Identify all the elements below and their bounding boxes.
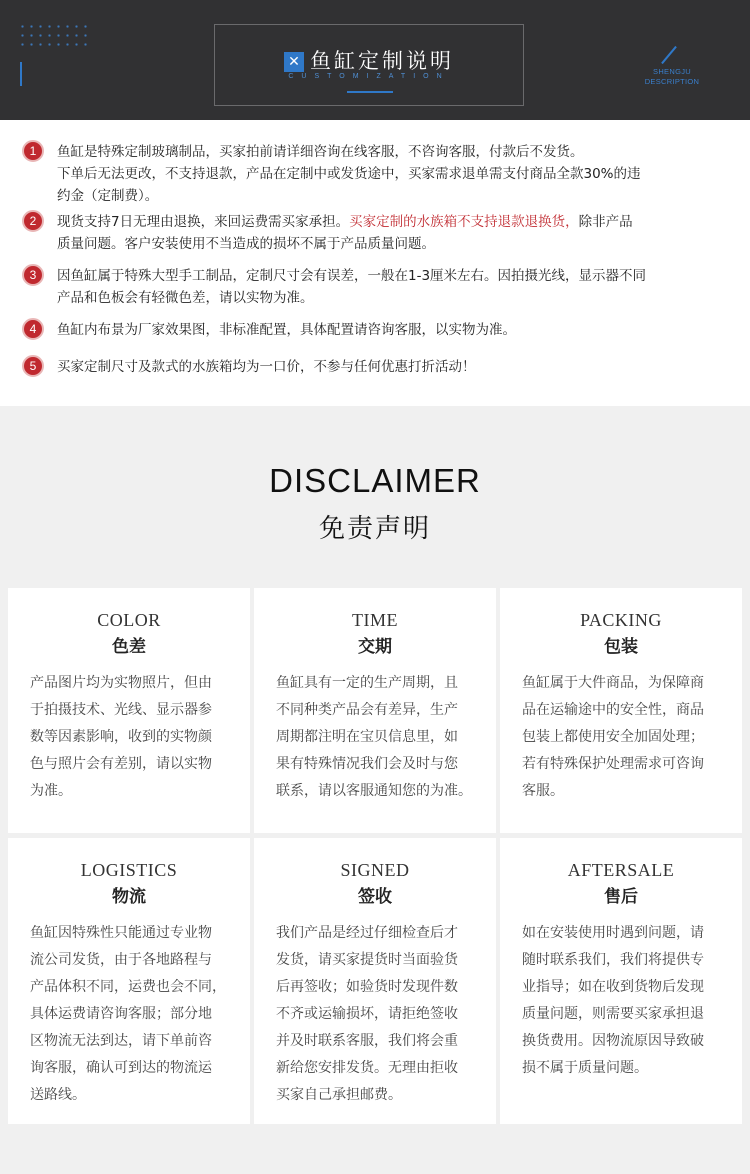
notice-line: 鱼缸内布景为厂家效果图，非标准配置，具体配置请咨询客服，以实物为准。 bbox=[57, 322, 516, 338]
card-line: 不同种类产品会有差异，生产 bbox=[276, 702, 458, 718]
card-logistics bbox=[8, 838, 250, 1124]
brand-tag bbox=[630, 40, 714, 90]
notice-line: 产品和色板会有轻微色差，请以实物为准。 bbox=[57, 290, 314, 306]
card-aftersale bbox=[500, 838, 742, 1124]
card-line: 买家自己承担邮费。 bbox=[276, 1087, 402, 1103]
notice-text bbox=[57, 265, 727, 309]
disclaimer-section bbox=[0, 406, 750, 1174]
card-line: 具体运费请咨询客服；部分地 bbox=[30, 1006, 212, 1022]
card-line: 为准。 bbox=[30, 783, 72, 799]
notice-warning-text: 买家定制的水族箱不支持退款退换货， bbox=[349, 214, 579, 230]
close-x-icon: ✕ bbox=[284, 52, 304, 72]
card-line: 并及时联系客服，我们将会重 bbox=[276, 1033, 458, 1049]
card-title-en: AFTERSALE bbox=[567, 860, 675, 880]
card-body bbox=[30, 670, 230, 805]
notice-line: 鱼缸是特殊定制玻璃制品，买家拍前请详细咨询在线客服，不咨询客服，付款后不发货。 bbox=[57, 144, 584, 160]
card-color bbox=[8, 588, 250, 833]
page-title-text: 鱼缸定制说明 bbox=[310, 49, 454, 73]
notice-line: 质量问题。客户安装使用不当造成的损坏不属于产品质量问题。 bbox=[57, 236, 435, 252]
title-underline bbox=[347, 91, 393, 93]
card-line: 数等因素影响，收到的实物颜 bbox=[30, 729, 212, 745]
dot-pattern-decoration bbox=[18, 22, 88, 52]
notice-text bbox=[57, 319, 727, 341]
card-body bbox=[276, 670, 476, 805]
card-time bbox=[254, 588, 496, 833]
card-line: 产品体积不同，运费也会不同， bbox=[30, 979, 226, 995]
card-line: 产品图片均为实物照片，但由 bbox=[30, 675, 212, 691]
number-badge: 3 bbox=[22, 264, 44, 286]
card-line: 新给您安排发货。无理由拒收 bbox=[276, 1060, 458, 1076]
card-line: 后再签收；如验货时发现件数 bbox=[276, 979, 458, 995]
card-body bbox=[30, 920, 230, 1109]
card-line: 送路线。 bbox=[30, 1087, 86, 1103]
card-line: 我们产品是经过仔细检查后才 bbox=[276, 925, 458, 941]
card-line: 如在安装使用时遇到问题，请 bbox=[522, 925, 704, 941]
card-title-en: PACKING bbox=[580, 610, 662, 630]
card-title-cn: 售后 bbox=[604, 887, 638, 907]
card-line: 质量问题，则需要买家承担退 bbox=[522, 1006, 704, 1022]
page-title bbox=[215, 45, 523, 75]
notice-text bbox=[57, 141, 727, 207]
card-line: 流公司发货，由于各地路程与 bbox=[30, 952, 212, 968]
title-box bbox=[214, 24, 524, 106]
card-line: 鱼缸具有一定的生产周期，且 bbox=[276, 675, 458, 691]
notice-list bbox=[0, 120, 750, 406]
card-title-en: SIGNED bbox=[340, 860, 410, 880]
notice-line: 约金（定制费）。 bbox=[57, 188, 159, 204]
card-line: 品在运输途中的安全性，商品 bbox=[522, 702, 704, 718]
card-line: 区物流无法到达，请下单前咨 bbox=[30, 1033, 212, 1049]
card-line: 果有特殊情况我们会及时与您 bbox=[276, 756, 458, 772]
slash-decoration bbox=[661, 46, 677, 64]
card-packing bbox=[500, 588, 742, 833]
card-line: 于拍摄技术、光线、显示器参 bbox=[30, 702, 212, 718]
header-banner bbox=[0, 0, 750, 120]
card-title-en: TIME bbox=[352, 610, 398, 630]
notice-text-part: 现货支持7日无理由退换，来回运费需买家承担。 bbox=[57, 214, 350, 230]
card-line: 客服。 bbox=[522, 783, 564, 799]
card-line: 色与照片会有差别，请以实物 bbox=[30, 756, 212, 772]
brand-tag-line2: DESCRIPTION bbox=[644, 77, 700, 86]
card-line: 联系，请以客服通知您的为准。 bbox=[276, 783, 472, 799]
card-title-cn: 交期 bbox=[358, 637, 392, 657]
card-line: 业指导；如在收到货物后发现 bbox=[522, 979, 704, 995]
notice-line bbox=[57, 211, 727, 233]
card-line: 鱼缸因特殊性只能通过专业物 bbox=[30, 925, 212, 941]
number-badge: 5 bbox=[22, 355, 44, 377]
notice-line: 买家定制尺寸及款式的水族箱均为一口价，不参与任何优惠打折活动！ bbox=[57, 359, 476, 375]
notice-line: 因鱼缸属于特殊大型手工制品，定制尺寸会有误差，一般在1-3厘米左右。因拍摄光线，显示器不同 bbox=[57, 268, 647, 284]
disclaimer-title: DISCLAIMER bbox=[269, 462, 481, 499]
card-title-en: COLOR bbox=[97, 610, 161, 630]
card-line: 发货，请买家提货时当面验货 bbox=[276, 952, 458, 968]
card-line: 周期都注明在宝贝信息里，如 bbox=[276, 729, 458, 745]
card-line: 鱼缸属于大件商品，为保障商 bbox=[522, 675, 704, 691]
card-line: 不齐或运输损坏，请拒绝签收 bbox=[276, 1006, 458, 1022]
page-subtitle: CUSTOMIZATION bbox=[288, 73, 450, 80]
card-title-cn: 物流 bbox=[112, 887, 146, 907]
accent-bar-decoration bbox=[20, 62, 22, 86]
card-body bbox=[522, 920, 722, 1082]
card-title-cn: 签收 bbox=[358, 887, 392, 907]
card-title-cn: 色差 bbox=[112, 637, 146, 657]
card-line: 随时联系我们，我们将提供专 bbox=[522, 952, 704, 968]
card-line: 包装上都使用安全加固处理； bbox=[522, 729, 704, 745]
card-line: 换货费用。因物流原因导致破 bbox=[522, 1033, 704, 1049]
notice-text bbox=[57, 211, 727, 255]
number-badge: 2 bbox=[22, 210, 44, 232]
card-line: 损不属于质量问题。 bbox=[522, 1060, 648, 1076]
notice-text bbox=[57, 356, 727, 378]
disclaimer-title-cn: 免责声明 bbox=[318, 514, 431, 544]
number-badge: 1 bbox=[22, 140, 44, 162]
number-badge: 4 bbox=[22, 318, 44, 340]
card-body bbox=[522, 670, 722, 805]
card-line: 询客服，确认可到达的物流运 bbox=[30, 1060, 212, 1076]
card-signed bbox=[254, 838, 496, 1124]
notice-text-part: 除非产品 bbox=[578, 214, 633, 230]
card-line: 若有特殊保护处理需求可咨询 bbox=[522, 756, 704, 772]
brand-tag-line1: SHENGJU bbox=[653, 67, 691, 76]
card-title-en: LOGISTICS bbox=[80, 860, 178, 880]
card-body bbox=[276, 920, 476, 1109]
card-title-cn: 包装 bbox=[604, 637, 638, 657]
notice-line: 下单后无法更改，不支持退款，产品在定制中或发货途中，买家需求退单需支付商品全款30%的违 bbox=[57, 166, 641, 182]
